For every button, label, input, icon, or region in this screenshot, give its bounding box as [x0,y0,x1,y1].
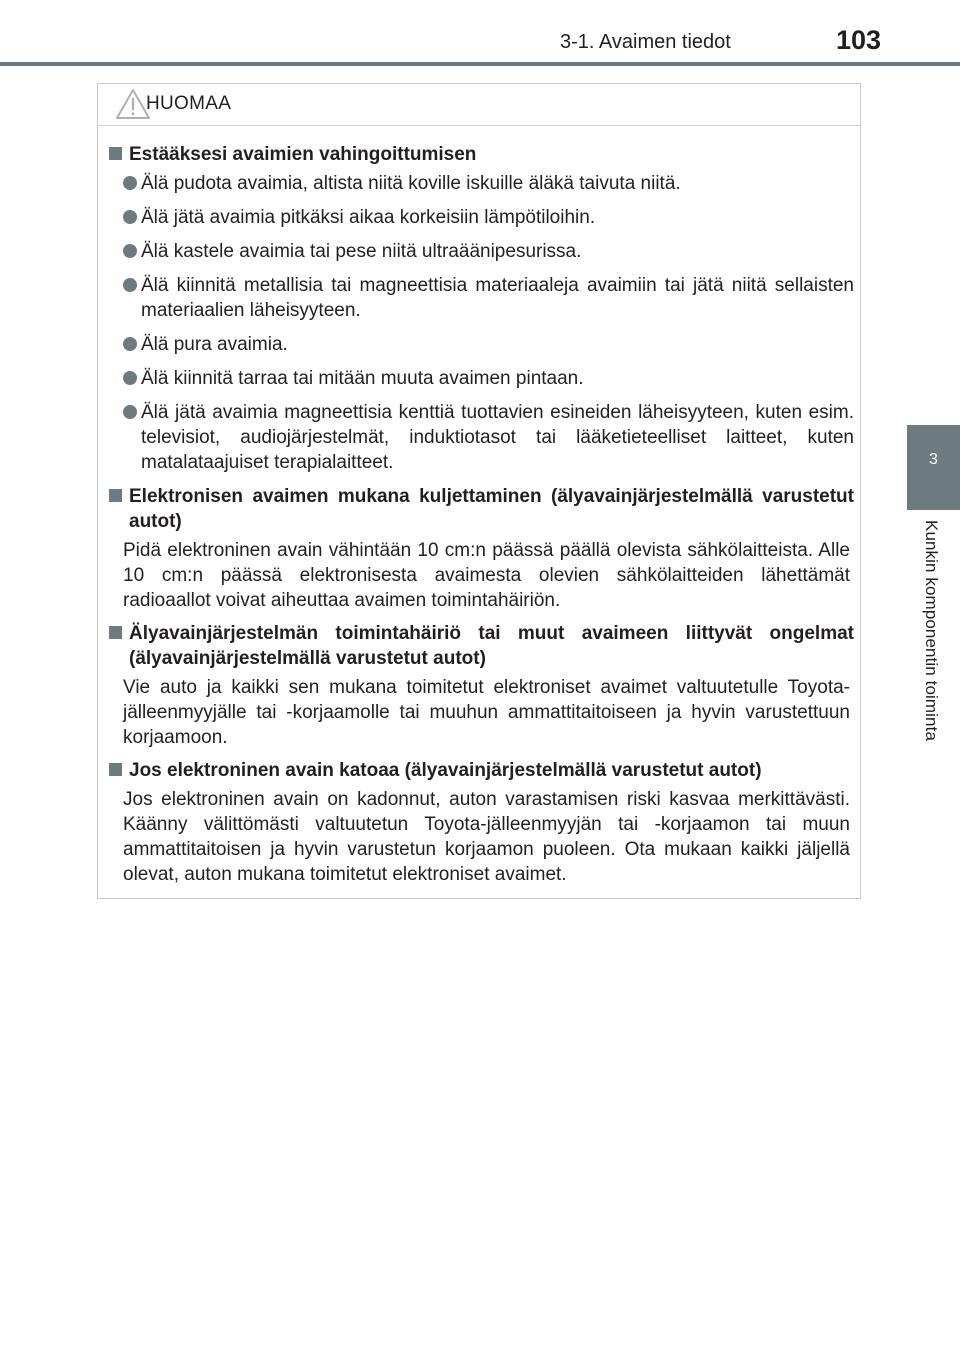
chapter-title: Kunkin komponentin toiminta [922,520,941,741]
list-item [108,205,854,230]
list-item [108,366,854,391]
notice-title: HUOMAA [146,93,232,114]
list-item [108,171,854,196]
square-bullet-icon [109,626,122,639]
round-bullet-icon [123,210,137,224]
section-heading [108,484,854,534]
list-item-text: Älä jätä avaimia magneettisia kenttiä tuottavien esineiden läheisyyteen, kuten esim. televisiot, audiojärjestelmät, induktiotasot tai lääketieteelliset laitteet, kuten matalataajuiset terapialaitteet. [141,402,854,473]
section-heading-text: Jos elektroninen avain katoaa (älyavainjärjestelmällä varustetut autot) [129,760,762,781]
section-paragraph: Pidä elektroninen avain vähintään 10 cm:n päässä päällä olevista sähkölaitteista. Alle 10 cm:n päässä elektronisesta avaimesta olevien sähkölaitteiden lähettämät radioaallot voivat aiheuttaa avaimen toimintahäiriön. [123,540,850,611]
list-item-text: Älä pura avaimia. [141,334,288,355]
list-item [108,332,854,357]
section-heading-text: Elektronisen avaimen mukana kuljettaminen (älyavainjärjestelmällä varustetut autot) [129,486,854,532]
notice-box [97,83,861,899]
list-item-text: Älä kiinnitä metallisia tai magneettisia materiaaleja avaimiin tai jätä niitä sellaisten materiaalien läheisyyteen. [141,275,854,321]
section-paragraph: Vie auto ja kaikki sen mukana toimitetut elektroniset avaimet valtuutetulle Toyota-jälleenmyyjälle tai -korjaamolle tai muuhun ammattitaitoiseen ja hyvin varustettuun korjaamoon. [123,677,850,748]
square-bullet-icon [109,489,122,502]
round-bullet-icon [123,405,137,419]
list-item-text: Älä kastele avaimia tai pese niitä ultraäänipesurissa. [141,241,582,262]
chapter-number: 3 [929,451,938,468]
chapter-tab [907,425,960,510]
round-bullet-icon [123,278,137,292]
list-item-text: Älä kiinnitä tarraa tai mitään muuta avaimen pintaan. [141,368,584,389]
list-item [108,273,854,323]
section-heading-text: Estääksesi avaimien vahingoittumisen [129,144,477,165]
list-item-text: Älä pudota avaimia, altista niitä koville iskuille äläkä taivuta niitä. [141,173,681,194]
page-number: 103 [836,25,882,55]
section-heading [108,142,854,167]
round-bullet-icon [123,371,137,385]
section-heading [108,758,854,783]
round-bullet-icon [123,244,137,258]
notice-body [108,142,854,895]
section-heading [108,621,854,671]
round-bullet-icon [123,176,137,190]
section-title: 3-1. Avaimen tiedot [560,31,731,53]
round-bullet-icon [123,337,137,351]
header-rule [0,62,960,66]
list-item [108,239,854,264]
list-item-text: Älä jätä avaimia pitkäksi aikaa korkeisiin lämpötiloihin. [141,207,596,228]
section-paragraph: Jos elektroninen avain on kadonnut, auton varastamisen riski kasvaa merkittävästi. Käänny välittömästi valtuutetun Toyota-jälleenmyyjän tai -korjaamon tai muun ammattitaitoisen ja hyvin varustetun korjaamon puoleen. Ota mukaan kaikki jäljellä olevat, auton mukana toimitetut elektroniset avaimet. [123,789,850,885]
square-bullet-icon [109,763,122,776]
square-bullet-icon [109,147,122,160]
notice-header [98,84,860,126]
section-heading-text: Älyavainjärjestelmän toimintahäiriö tai muut avaimeen liittyvät ongelmat (älyavainjärjestelmällä varustetut autot) [129,623,854,669]
list-item [108,400,854,475]
